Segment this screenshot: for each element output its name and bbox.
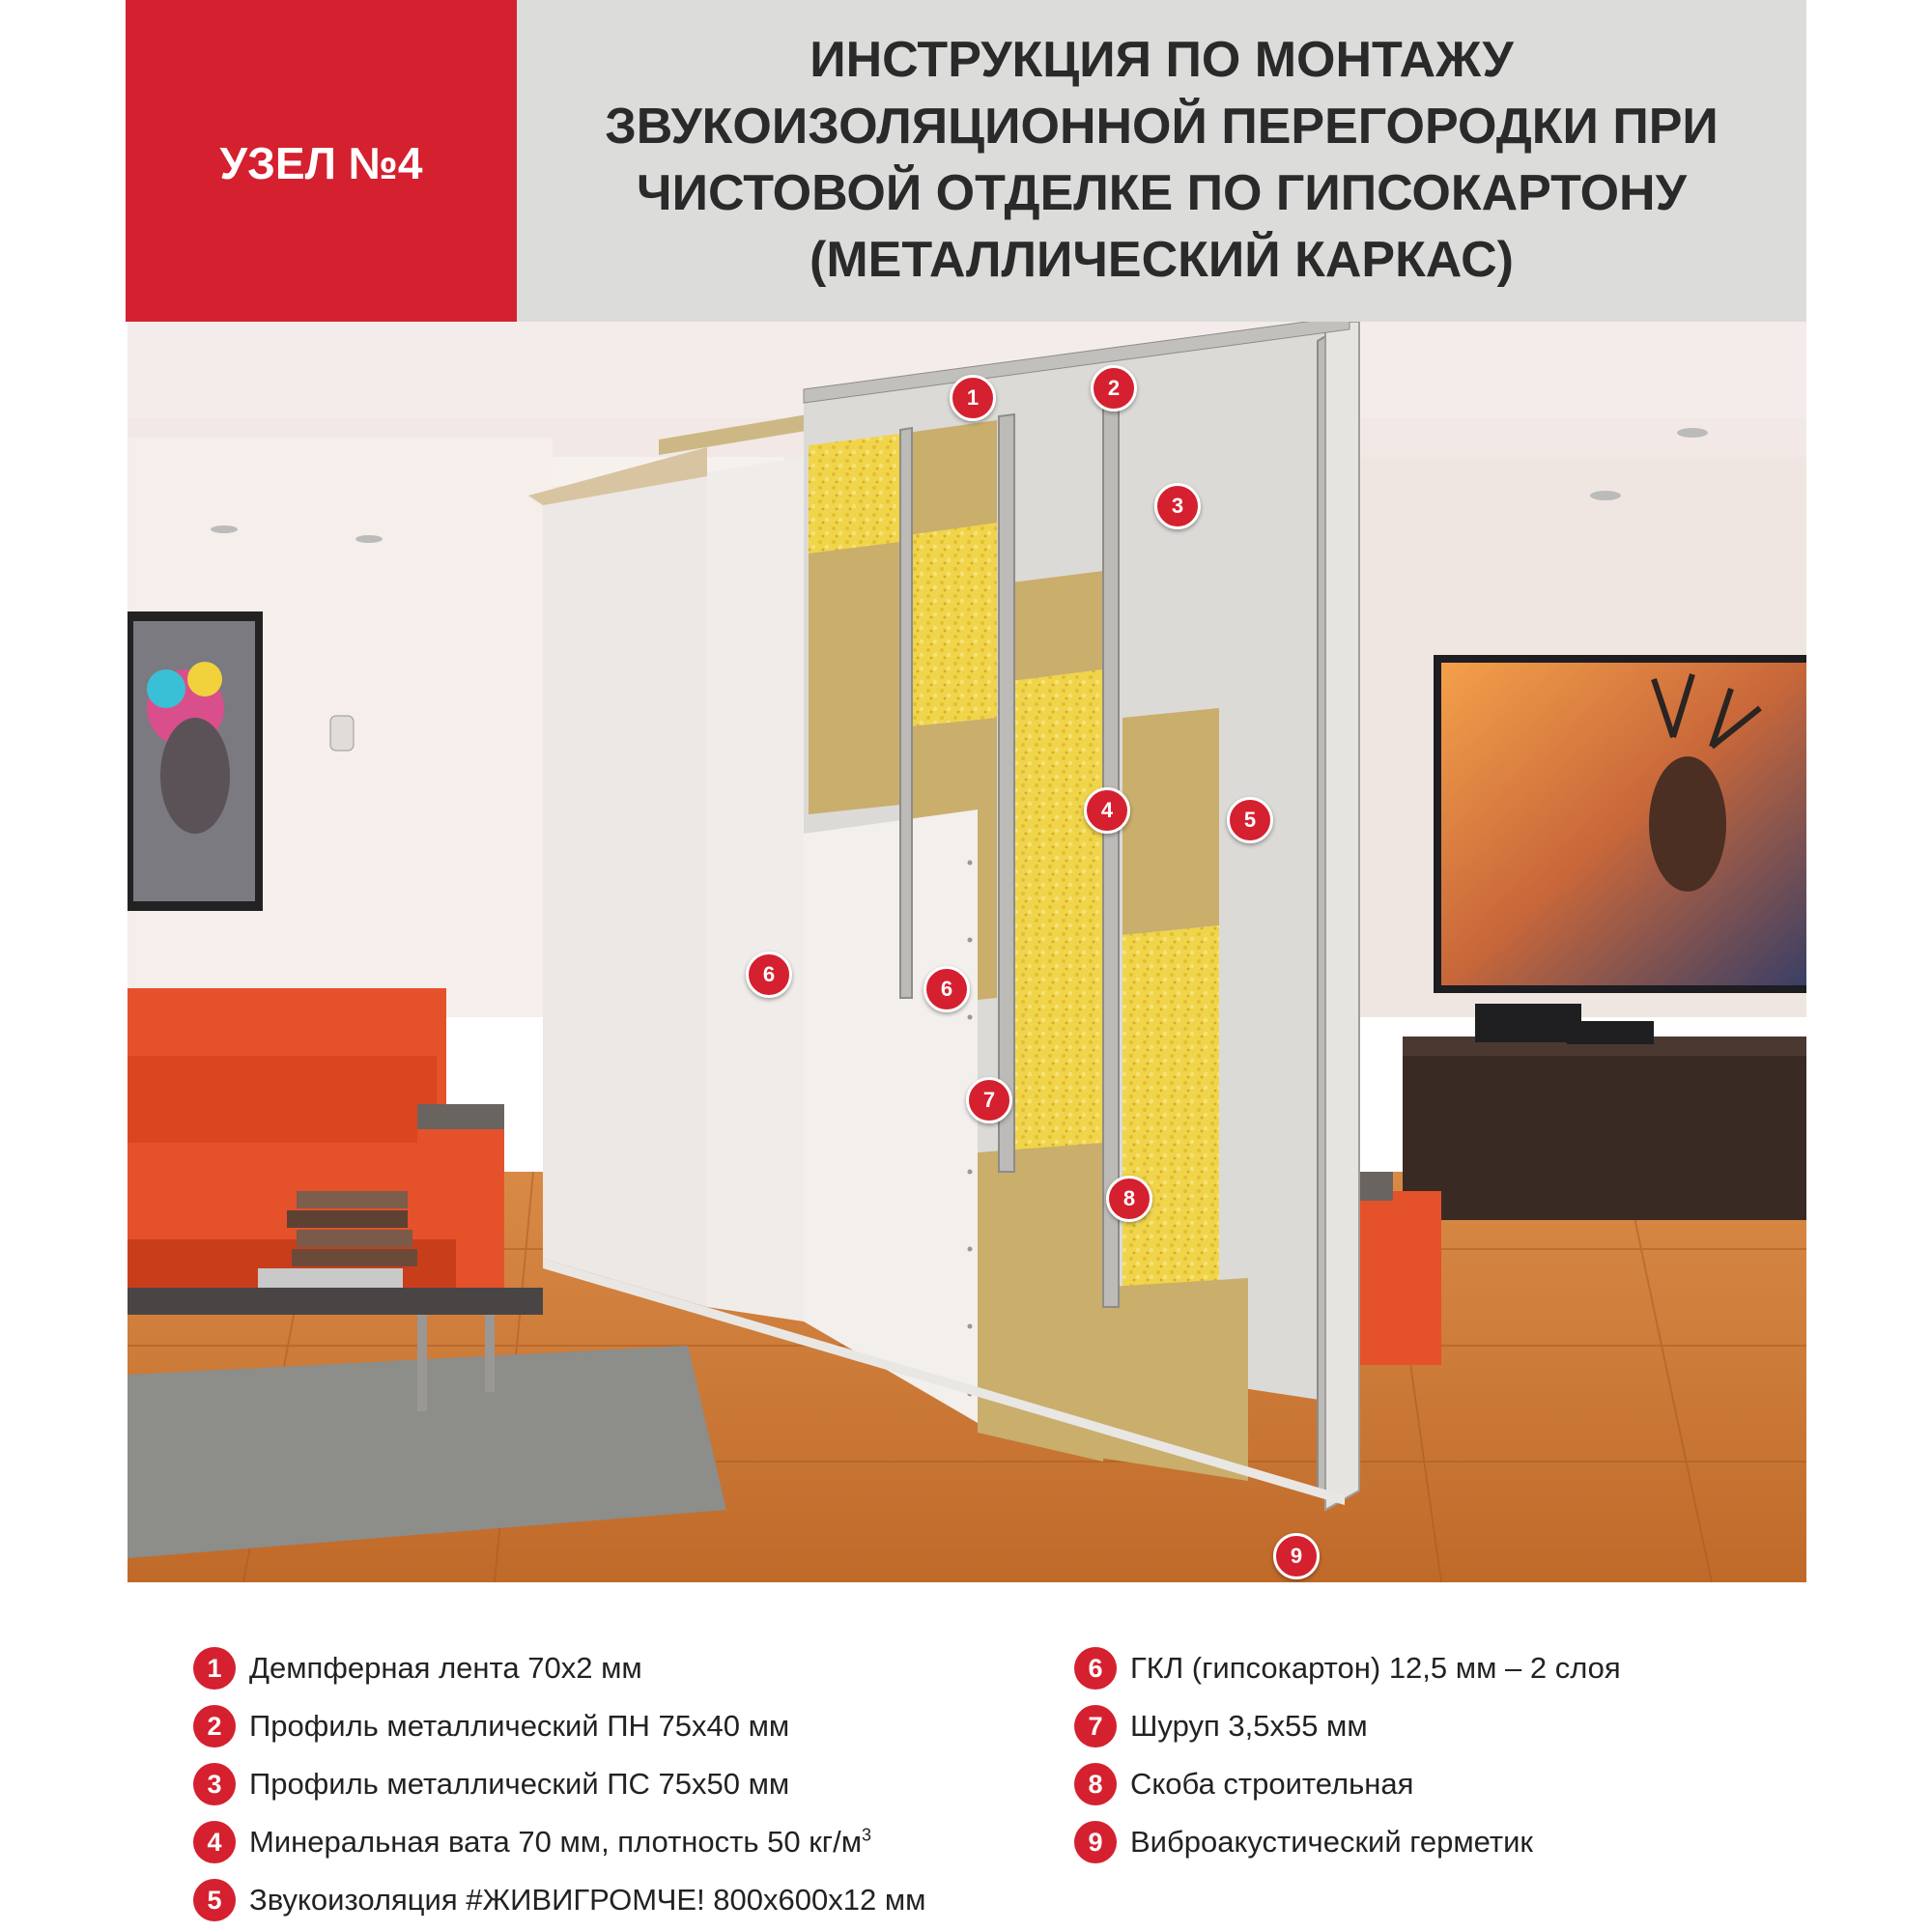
legend-number: 6	[1074, 1647, 1117, 1690]
title-line: ЗВУКОИЗОЛЯЦИОННОЙ ПЕРЕГОРОДКИ ПРИ	[605, 99, 1719, 155]
legend-number: 5	[193, 1879, 236, 1921]
marker-8: 8	[1106, 1176, 1152, 1222]
room-scene-graphic	[128, 322, 1806, 1582]
legend-number: 9	[1074, 1821, 1117, 1863]
page-title	[517, 27, 1806, 294]
legend-text: Шуруп 3,5х55 мм	[1130, 1709, 1368, 1743]
legend-text: ГКЛ (гипсокартон) 12,5 мм – 2 слоя	[1130, 1651, 1621, 1685]
marker-3: 3	[1154, 483, 1201, 529]
legend-text	[249, 1825, 871, 1860]
legend-item	[1074, 1646, 1621, 1690]
legend-item	[193, 1820, 871, 1864]
legend-text: Виброакустический герметик	[1130, 1825, 1533, 1859]
legend-text-sup: 3	[862, 1825, 872, 1845]
marker-7: 7	[966, 1077, 1012, 1123]
marker-9: 9	[1273, 1533, 1320, 1579]
node-badge	[126, 0, 517, 322]
legend-number: 2	[193, 1705, 236, 1747]
marker-5: 5	[1227, 797, 1273, 843]
legend-item	[1074, 1762, 1413, 1806]
legend-text: Звукоизоляция #ЖИВИГРОМЧЕ! 800х600х12 мм	[249, 1883, 926, 1917]
legend-item	[1074, 1820, 1533, 1864]
legend-number: 3	[193, 1763, 236, 1805]
header-title-panel	[517, 0, 1806, 322]
marker-6: 6	[746, 952, 792, 998]
legend-item	[193, 1878, 925, 1922]
node-label: УЗЕЛ №4	[219, 138, 423, 188]
legend-text: Профиль металлический ПС 75х50 мм	[249, 1767, 790, 1801]
legend-number: 8	[1074, 1763, 1117, 1805]
legend-number: 7	[1074, 1705, 1117, 1747]
legend-text: Скоба строительная	[1130, 1767, 1414, 1801]
legend-number: 1	[193, 1647, 236, 1690]
title-line: (МЕТАЛЛИЧЕСКИЙ КАРКАС)	[810, 232, 1514, 288]
legend-item	[193, 1704, 789, 1748]
marker-4: 4	[1084, 787, 1130, 834]
marker-1: 1	[950, 375, 996, 421]
partition-illustration	[128, 322, 1806, 1582]
title-line: ЧИСТОВОЙ ОТДЕЛКЕ ПО ГИПСОКАРТОНУ	[637, 165, 1687, 221]
legend-number: 4	[193, 1821, 236, 1863]
marker-6: 6	[923, 966, 970, 1012]
marker-2: 2	[1091, 365, 1137, 412]
legend-text: Профиль металлический ПН 75х40 мм	[249, 1709, 790, 1743]
legend-item	[193, 1646, 642, 1690]
legend-text: Демпферная лента 70х2 мм	[249, 1651, 642, 1685]
title-line: ИНСТРУКЦИЯ ПО МОНТАЖУ	[810, 32, 1514, 88]
legend-item	[1074, 1704, 1368, 1748]
legend-text-main: Минеральная вата 70 мм, плотность 50 кг/м	[249, 1825, 863, 1859]
legend-item	[193, 1762, 789, 1806]
